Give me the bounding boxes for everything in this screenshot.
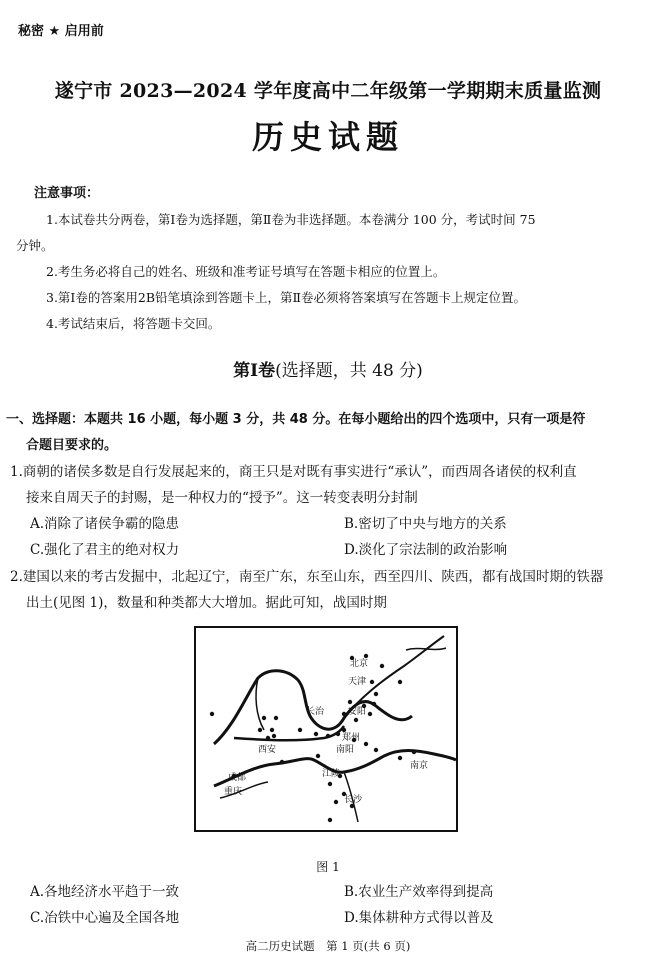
- map-label-xian: 西安: [258, 745, 277, 755]
- note-item: 分钟。: [16, 238, 54, 253]
- map-label-zhengzhou: 郑州: [342, 733, 361, 743]
- note-item: 2.考生务必将自己的姓名、班级和准考证号填写在答题卡相应的位置上。: [46, 264, 446, 279]
- map-label-nanjing: 南京: [410, 761, 429, 771]
- map-label-beijing: 北京: [350, 659, 369, 669]
- question-stem: 1.商朝的诸侯多数是自行发展起来的，商王只是对既有事实进行“承认”，而西周各诸侯的权利直: [10, 464, 577, 480]
- iron-artifacts-map: [194, 626, 458, 832]
- note-item: 4.考试结束后，将答题卡交回。: [46, 316, 221, 331]
- notes-heading: 注意事项：: [34, 186, 100, 201]
- note-item: 3.第Ⅰ卷的答案用2B铅笔填涂到答题卡上，第Ⅱ卷必须将答案填写在答题卡上规定位置。: [46, 290, 527, 305]
- section-instructions: 一、选择题：本题共 16 小题，每小题 3 分，共 48 分。在每小题给出的四个选项中，只有一项是符: [6, 412, 586, 427]
- map-label-tianjin: 天津: [348, 677, 367, 687]
- note-item: 1.本试卷共分两卷，第Ⅰ卷为选择题，第Ⅱ卷为非选择题。本卷满分 100 分，考试时间 75: [46, 212, 536, 227]
- figure-caption: 图 1: [316, 860, 340, 874]
- part-subtitle: (选择题，共 48 分): [275, 361, 423, 381]
- part-heading: [0, 356, 656, 381]
- subject-title: 历史试题: [251, 118, 404, 156]
- map-label-anyang: 安阳: [348, 707, 367, 717]
- exam-title: 遂宁市 2023—2024 学年度高中二年级第一学期期末质量监测: [54, 80, 602, 102]
- map-label-chengdu: 成都: [228, 773, 247, 783]
- part-title: 第Ⅰ卷: [233, 361, 276, 381]
- option-a: A.各地经济水平趋于一致: [30, 884, 180, 900]
- map-label-changzhi: 长治: [306, 707, 325, 717]
- map-label-jiangling: 江陵: [322, 769, 341, 779]
- option-c: C.冶铁中心遍及全国各地: [30, 910, 180, 926]
- map-label-chongqing: 重庆: [224, 787, 243, 797]
- page-footer: 高二历史试题 第 1 页(共 6 页): [245, 939, 411, 953]
- map-label-nanyang: 南阳: [336, 745, 355, 755]
- option-b: B.密切了中央与地方的关系: [344, 516, 507, 532]
- option-a: A.消除了诸侯争霸的隐患: [30, 516, 180, 532]
- option-d: D.淡化了宗法制的政治影响: [344, 542, 508, 558]
- question-stem: 出土(见图 1)，数量和种类都大大增加。据此可知，战国时期: [26, 595, 387, 611]
- option-c: C.强化了君主的绝对权力: [30, 542, 180, 558]
- question-stem: 2.建国以来的考古发掘中，北起辽宁，南至广东，东至山东，西至四川、陕西，都有战国时期的铁器: [10, 569, 604, 585]
- confidential-label: 秘密 ★ 启用前: [18, 24, 104, 39]
- option-d: D.集体耕种方式得以普及: [344, 910, 494, 926]
- option-b: B.农业生产效率得到提高: [344, 884, 494, 900]
- map-label-changsha: 长沙: [344, 795, 363, 805]
- section-instructions-cont: 合题目要求的。: [26, 438, 118, 453]
- question-stem: 接来自周天子的封赐，是一种权力的“授予”。这一转变表明分封制: [26, 490, 418, 506]
